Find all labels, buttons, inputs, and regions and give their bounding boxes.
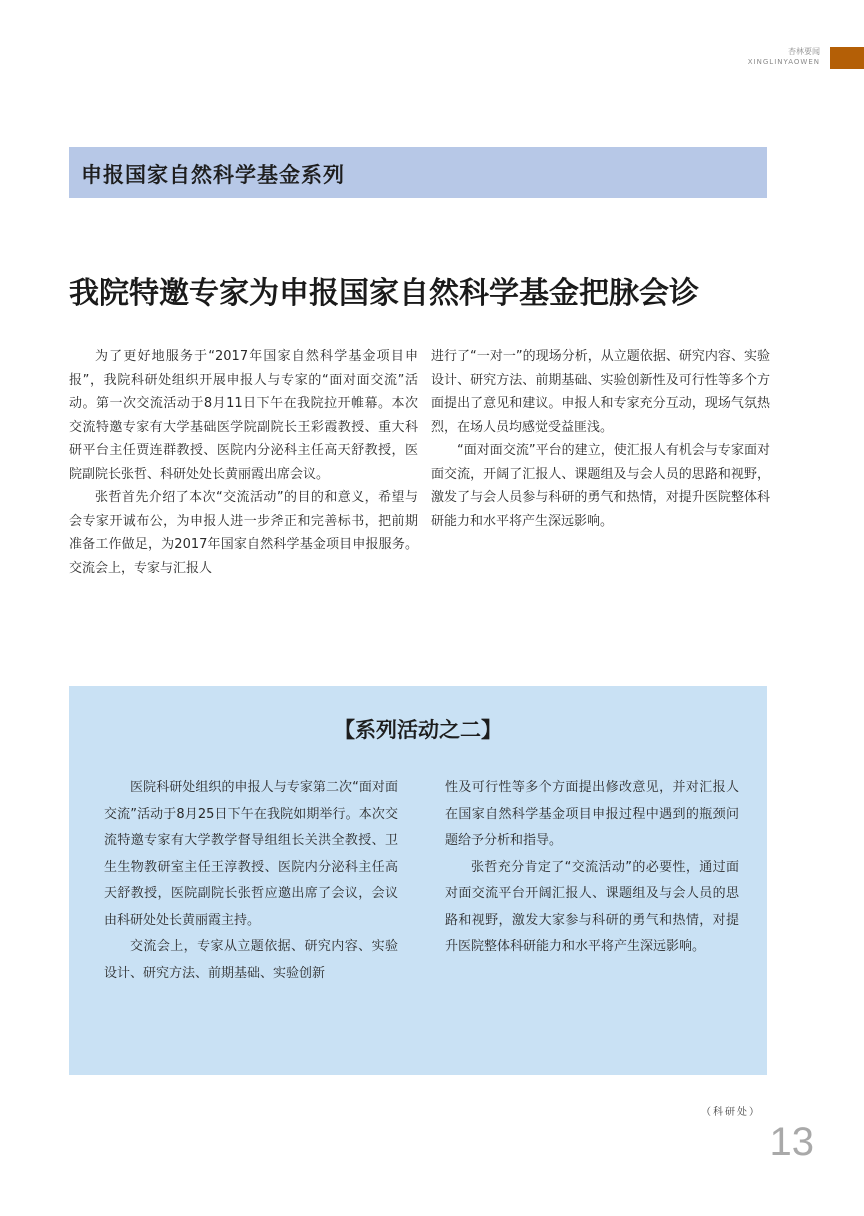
page-number: 13	[769, 1120, 814, 1164]
running-header-en: XINGLINYAOWEN	[747, 58, 820, 66]
paragraph: 为了更好地服务于“2017年国家自然科学基金项目申报”，我院科研处组织开展申报人与专家的“面对面交流”活动。第一次交流活动于8月11日下午在我院拉开帷幕。本次交流特邀专家有大学基础医学院副院长王彩霞教授、重大科研平台主任贾连群教授、医院内分泌科主任高天舒教授，医院副院长张哲、科研处处长黄丽霞出席会议。	[69, 349, 418, 482]
sub-section-column-right	[445, 775, 739, 961]
running-header-cn: 杏林要闻	[788, 47, 820, 56]
paragraph: 性及可行性等多个方面提出修改意见，并对汇报人在国家自然科学基金项目申报过程中遇到的瓶颈问题给予分析和指导。	[445, 780, 739, 848]
article-column-right	[431, 345, 770, 533]
paragraph: 张哲充分肯定了“交流活动”的必要性，通过面对面交流平台开阔汇报人、课题组及与会人员的思路和视野，激发大家参与科研的勇气和热情，对提升医院整体科研能力和水平将产生深远影响。	[445, 859, 739, 954]
sub-section-column-left	[104, 775, 398, 987]
series-banner-text: 申报国家自然科学基金系列	[81, 162, 345, 187]
paragraph: “面对面交流”平台的建立，使汇报人有机会与专家面对面交流，开阔了汇报人、课题组及与会人员的思路和视野，激发了与会人员参与科研的勇气和热情，对提升医院整体科研能力和水平将产生深远影响。	[431, 443, 770, 529]
source-credit: （科研处）	[701, 1107, 761, 1118]
article-title: 我院特邀专家为申报国家自然科学基金把脉会诊	[69, 276, 699, 311]
paragraph: 医院科研处组织的申报人与专家第二次“面对面交流”活动于8月25日下午在我院如期举行。本次交流特邀专家有大学教学督导组组长关洪全教授、卫生生物教研室主任王淳教授、医院内分泌科主任高天舒教授，医院副院长张哲应邀出席了会议，会议由科研处处长黄丽霞主持。	[104, 780, 398, 928]
series-banner	[69, 147, 767, 198]
sub-section-title: 【系列活动之二】	[334, 717, 502, 742]
paragraph: 进行了“一对一”的现场分析，从立题依据、研究内容、实验设计、研究方法、前期基础、实验创新性及可行性等多个方面提出了意见和建议。申报人和专家充分互动，现场气氛热烈，在场人员均感觉受益匪浅。	[431, 349, 770, 435]
article-column-left	[69, 345, 418, 580]
paragraph: 张哲首先介绍了本次“交流活动”的目的和意义，希望与会专家开诚布公，为申报人进一步斧正和完善标书，把前期准备工作做足，为2017年国家自然科学基金项目申报服务。交流会上，专家与汇报人	[69, 490, 418, 576]
paragraph: 交流会上，专家从立题依据、研究内容、实验设计、研究方法、前期基础、实验创新	[104, 939, 398, 981]
corner-accent-block	[830, 47, 864, 69]
running-header	[748, 47, 820, 67]
